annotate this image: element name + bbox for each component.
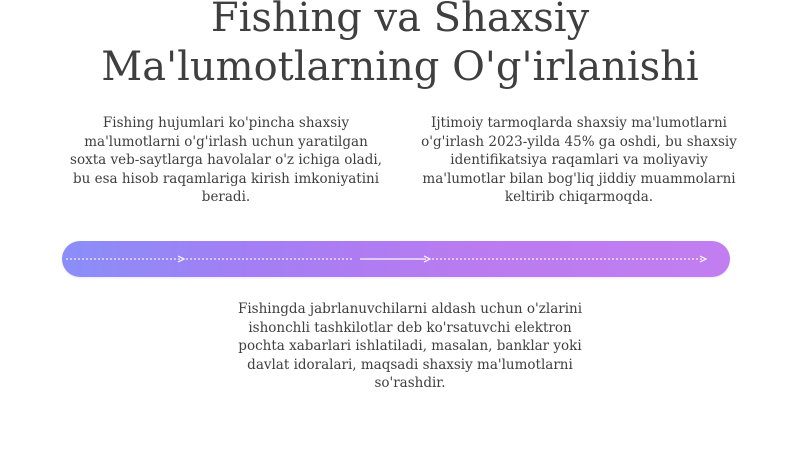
title-line-1: Fishing va Shaxsiy [210,0,590,41]
text-block-right: Ijtimoiy tarmoqlarda shaxsiy ma'lumotlarni o'g'irlash 2023-yilda 45% ga oshdi, bu shaxsiy identifikatsiya raqamlari va moliyaviy ma'lumotlar bilan bog'liq jiddiy muammolarni keltirib chiqarmoqda. [421,115,737,205]
timeline-arrows [62,241,730,277]
text-block-left: Fishing hujumlari ko'pincha shaxsiy ma'lumotlarni o'g'irlash uchun yaratilgan soxta veb-saytlarga havolalar o'z ichiga oladi, bu esa hisob raqamlariga kirish imkoniyatini beradi. [70,115,382,205]
page-title [0,0,800,89]
timeline-bar [62,241,730,277]
text-block-bottom: Fishingda jabrlanuvchilarni aldash uchun o'zlarini ishonchli tashkilotlar deb ko'rsatuvchi elektron pochta xabarlari ishlatiladi, masalan, banklar yoki davlat idoralari, maqsadi shaxsiy ma'lumotlarni so'rashdir. [237,301,583,391]
title-line-2: Ma'lumotlarning O'g'irlanishi [101,44,699,90]
